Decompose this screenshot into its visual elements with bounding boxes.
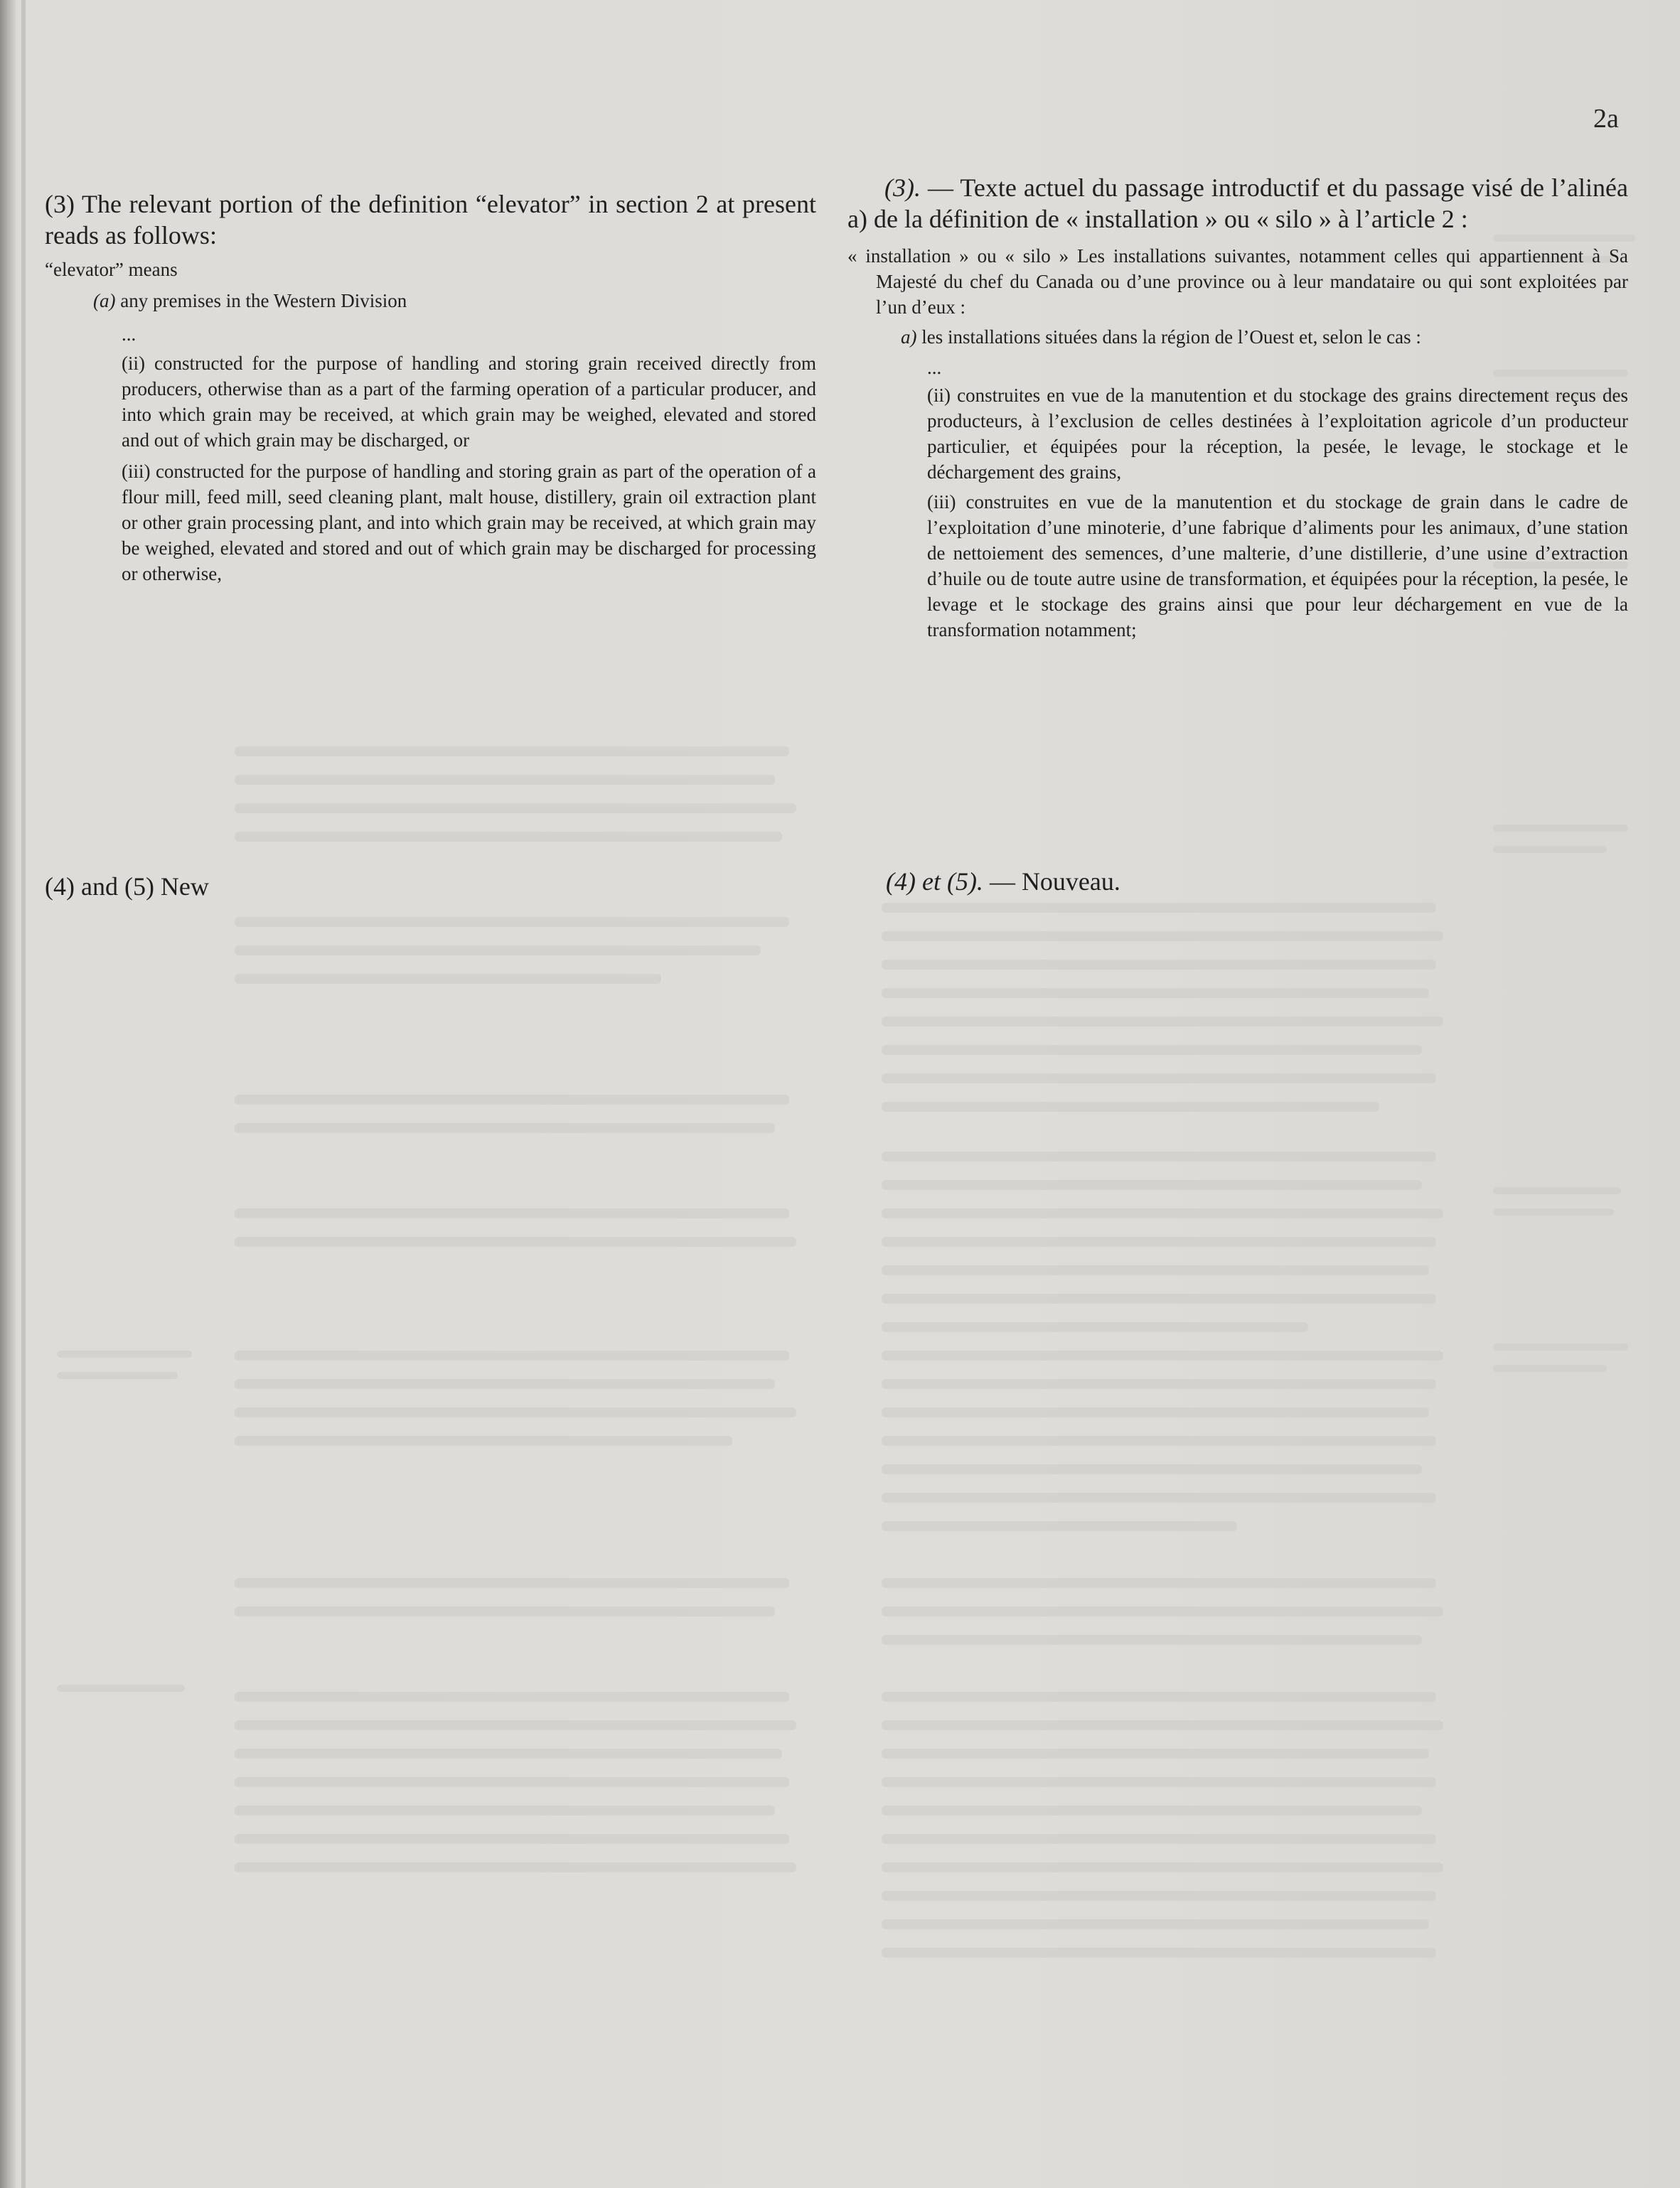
french-paragraph-a [901,324,1628,350]
english-new-note: (4) and (5) New [45,872,209,901]
page-number: 2a [1593,104,1619,134]
french-lead-text: — Texte actuel du passage introductif et du passage visé de l’alinéa a) de la définition de « installation » ou « silo » à l’article 2 : [847,173,1628,233]
french-lead-paragraph [847,172,1628,235]
french-subparagraph-iii: (iii) construites en vue de la manutention et du stockage de grain dans le cadre de l’exploitation d’une minoterie, d’une fabrique d’aliments pour les animaux, d’une station de nettoiement des semences, d’une malterie, d’une distillerie, d’une usine d’extraction d’huile ou de toute autre usine de transformation, et équipées pour la réception, la pesée, le levage et le stockage des grains ainsi que pour leur déchargement en vue de la transformation notamment; [927,491,1628,640]
english-column [45,188,816,586]
french-column [847,172,1628,643]
english-subparagraph-ii: (ii) constructed for the purpose of handling and storing grain received directly from producers, otherwise than as a part of the farming operation of a particular producer, and into which grain may be received, at which grain may be weighed, elevated and stored and out of which grain may be discharged, or [122,353,816,451]
english-ellipsis: ... [122,323,137,345]
english-definition-term: “elevator” means [45,259,178,280]
english-lead-paragraph: (3) The relevant portion of the definition “elevator” in section 2 at present reads as follows: [45,190,816,250]
english-subparagraph-iii: (iii) constructed for the purpose of handling and storing grain as part of the operation of a flour mill, feed mill, seed cleaning plant, malt house, distillery, grain oil extraction plant or other grain processing plant, and into which grain may be received, at which grain may be weighed, elevated and stored and out of which grain may be discharged for processing or otherwise, [122,461,816,584]
french-new-text: — Nouveau. [989,867,1120,896]
english-paragraph-a [93,288,816,313]
french-new-marker: (4) et (5). [886,867,983,896]
french-lead-marker: (3). [884,173,921,202]
english-paragraph-a-marker: (a) [93,290,116,311]
french-subparagraph-ii: (ii) construites en vue de la manutention et du stockage des grains directement reçus des producteurs, à l’exclusion de celles destinées à l’exploitation agricole d’un producteur particulier, et équipées pour la réception, la pesée, le levage, le stockage et le déchargement des grains, [927,385,1628,483]
french-definition: « installation » ou « silo » Les installations suivantes, notamment celles qui appartiennent à Sa Majesté du chef du Canada ou d’une province ou à leur mandataire ou qui sont exploitées par l’un d’eux : [847,245,1628,318]
english-paragraph-a-text: any premises in the Western Division [120,290,407,311]
french-paragraph-a-marker: a) [901,326,917,348]
french-ellipsis: ... [927,357,942,378]
french-paragraph-a-text: les installations situées dans la région de l’Ouest et, selon le cas : [921,326,1421,348]
french-new-note [886,866,1120,897]
